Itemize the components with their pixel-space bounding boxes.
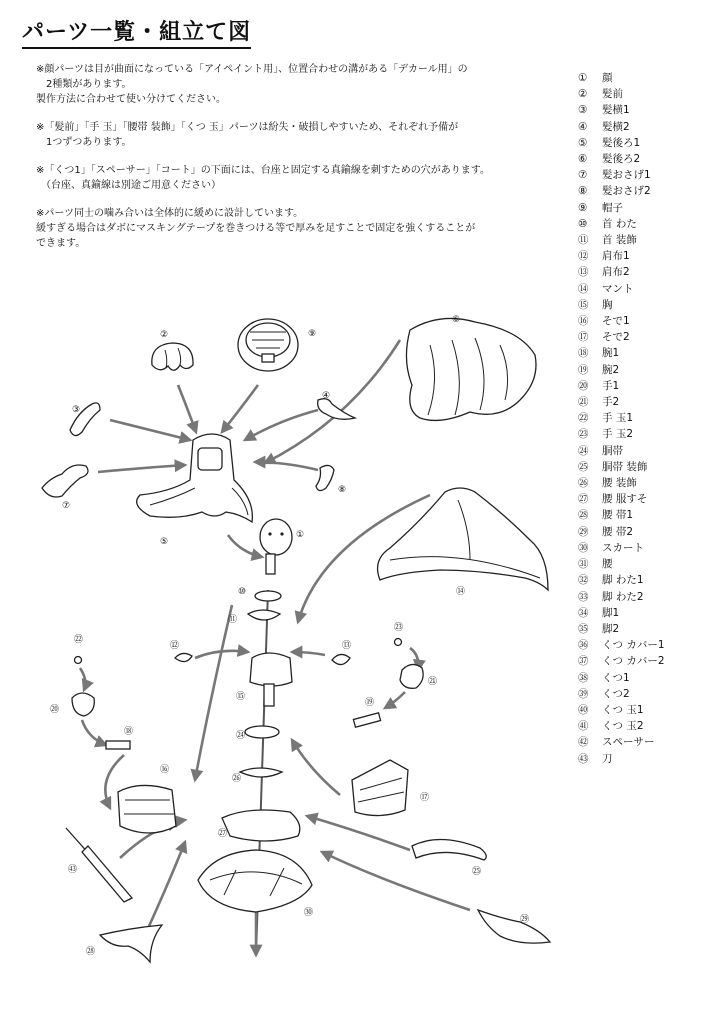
legend-part-name: そで2 xyxy=(602,331,630,344)
label-part-6: ⑥ xyxy=(452,315,461,325)
legend-part-name: 帽子 xyxy=(602,201,623,214)
part-waist-belt-2 xyxy=(478,910,550,943)
part-hand-gem-2 xyxy=(395,639,402,646)
legend-number: ㉖ xyxy=(578,477,589,490)
part-braid-2 xyxy=(316,465,334,490)
label-part-10: ⑩ xyxy=(238,587,247,597)
label-part-5: ⑤ xyxy=(160,537,169,547)
legend-number: ⑧ xyxy=(578,185,588,198)
legend-part-name: そで1 xyxy=(602,315,630,328)
legend-part-name: 髪前 xyxy=(602,88,623,101)
legend-number: ③ xyxy=(578,104,588,117)
legend-number: ㉞ xyxy=(578,606,589,619)
legend-item xyxy=(578,232,718,248)
legend-number: ② xyxy=(578,88,588,101)
legend-item xyxy=(578,86,718,102)
legend-number: ㊱ xyxy=(578,639,589,652)
part-torso-band-ornament xyxy=(412,839,486,860)
note-4: ※パーツ同士の噛み合いは全体的に緩めに設計しています。 緩すぎる場合はダボにマスキングテープを巻きつける等で厚みを足すことで固定を強くすることが できます。 xyxy=(36,208,476,249)
assembly-diagram xyxy=(0,300,724,1024)
legend-number: ㉝ xyxy=(578,590,589,603)
part-hand-gem-1 xyxy=(75,657,82,664)
legend-part-name: 胸 xyxy=(602,298,613,311)
legend-number: ㊳ xyxy=(578,671,589,684)
legend-number: ㊶ xyxy=(578,720,589,733)
part-waist-ornament xyxy=(240,768,282,777)
legend-part-name: くつ カバー1 xyxy=(602,639,665,652)
label-part-15: ⑮ xyxy=(236,692,246,702)
legend-part-name: 脚 わた2 xyxy=(602,590,644,603)
legend-part-name: 脚2 xyxy=(602,622,620,635)
legend-item xyxy=(578,119,718,135)
legend-item xyxy=(578,248,718,264)
label-part-30: ㉚ xyxy=(304,908,314,918)
part-waist-belt-1 xyxy=(100,925,162,962)
label-part-25: ㉕ xyxy=(472,867,482,877)
label-part-20: ⑳ xyxy=(50,705,60,715)
legend-item xyxy=(578,183,718,199)
legend-part-name: くつ 玉1 xyxy=(602,703,644,716)
label-part-12: ⑫ xyxy=(170,641,180,651)
legend-number: ㉓ xyxy=(578,428,589,441)
label-part-16: ⑯ xyxy=(160,765,170,775)
part-back-hair-2 xyxy=(406,318,536,420)
legend-item xyxy=(578,135,718,151)
label-part-2: ② xyxy=(160,330,169,340)
legend-part-name: 胴帯 装飾 xyxy=(602,460,648,473)
legend-part-name: 腕2 xyxy=(602,363,620,376)
part-sleeve-2 xyxy=(352,760,408,816)
legend-part-name: 手 玉1 xyxy=(602,412,634,425)
legend-item xyxy=(578,216,718,232)
legend-number: ㊴ xyxy=(578,687,589,700)
label-part-1: ① xyxy=(296,530,305,540)
legend-part-name: 腰 服すそ xyxy=(602,493,648,506)
legend-number: ㉒ xyxy=(578,412,589,425)
legend-number: ㉑ xyxy=(578,396,589,409)
label-part-8: ⑧ xyxy=(338,485,347,495)
legend-item xyxy=(578,281,718,297)
legend-number: ⑩ xyxy=(578,217,588,230)
legend-part-name: 脚1 xyxy=(602,606,620,619)
legend-part-name: 腰 帯1 xyxy=(602,509,634,522)
legend-number: ㊵ xyxy=(578,703,589,716)
label-part-21: ㉑ xyxy=(428,677,438,687)
legend-part-name: 髪横2 xyxy=(602,120,630,133)
legend-part-name: 首 装飾 xyxy=(602,234,637,247)
legend-number: ⑲ xyxy=(578,363,589,376)
legend-part-name: 髪おさげ2 xyxy=(602,185,651,198)
legend-part-name: 腰 xyxy=(602,558,613,571)
part-shoulder-cloth-1 xyxy=(175,653,192,661)
legend-number: ⑰ xyxy=(578,331,589,344)
label-part-43: ㊸ xyxy=(68,865,78,875)
note-2: ※「髪前」「手 玉」「腰帯 装飾」「くつ 玉」パーツは紛失・破損しやすいため、それぞれ予備が 1つずつあります。 xyxy=(36,122,459,148)
legend-number: ㉗ xyxy=(578,493,589,506)
legend-item xyxy=(578,264,718,280)
legend-number: ㉘ xyxy=(578,509,589,522)
note-3: ※「くつ1」「スペーサー」「コート」の下面には、台座と固定する真鍮線を刺すための穴があります。 （台座、真鍮線は別途ご用意ください） xyxy=(36,165,490,191)
legend-part-name: 胴帯 xyxy=(602,444,623,457)
note-1: ※顔パーツは目が曲面になっている「アイペイント用」、位置合わせの溝がある「デカール用」の 2種類があります。 製作方法に合わせて使い分けてください。 xyxy=(36,64,468,105)
part-sleeve-1 xyxy=(118,785,176,833)
label-part-17: ⑰ xyxy=(420,793,430,803)
legend-number: ① xyxy=(578,72,588,84)
legend-number: ㉛ xyxy=(578,558,589,571)
legend-item xyxy=(578,70,718,86)
label-part-11: ⑪ xyxy=(228,615,238,625)
legend-number: ⑦ xyxy=(578,169,588,182)
legend-number: ㉜ xyxy=(578,574,589,587)
legend-number: ⑭ xyxy=(578,282,589,295)
legend-number: ㊸ xyxy=(578,752,589,765)
part-mantle xyxy=(378,488,548,590)
legend-number: ㊲ xyxy=(578,655,589,668)
legend-part-name: くつ 玉2 xyxy=(602,720,644,733)
legend-number: ㉚ xyxy=(578,541,589,554)
legend-item xyxy=(578,102,718,118)
legend-item xyxy=(578,167,718,183)
label-part-23: ㉓ xyxy=(394,623,404,633)
label-part-13: ⑬ xyxy=(342,641,352,651)
label-part-19: ⑲ xyxy=(365,698,375,708)
legend-part-name: マント xyxy=(602,282,634,295)
part-hand-1 xyxy=(72,693,94,716)
part-arm-1 xyxy=(106,741,130,749)
part-waist-hem xyxy=(222,810,300,841)
legend-number: ⑱ xyxy=(578,347,589,360)
legend-number: ⑨ xyxy=(578,201,588,214)
legend-part-name: 刀 xyxy=(602,752,613,765)
legend-part-name: 手1 xyxy=(602,379,620,392)
legend-number: ㉙ xyxy=(578,525,589,538)
legend-number: ⑪ xyxy=(578,234,589,247)
legend-part-name: 首 わた xyxy=(602,217,637,230)
legend-part-name: 腰 帯2 xyxy=(602,525,634,538)
label-part-24: ㉔ xyxy=(236,731,246,741)
legend-number: ⑤ xyxy=(578,136,588,149)
part-face xyxy=(260,519,292,574)
legend-number: ⑫ xyxy=(578,250,589,263)
part-chest xyxy=(250,653,292,706)
page-title: パーツ一覧・組立て図 xyxy=(22,20,251,49)
label-part-9: ⑨ xyxy=(308,329,317,339)
legend-part-name: 髪後ろ2 xyxy=(602,153,641,166)
part-neck-cotton xyxy=(255,591,281,601)
label-part-18: ⑱ xyxy=(124,727,134,737)
label-part-22: ㉒ xyxy=(74,635,84,645)
legend-number: ㊷ xyxy=(578,736,589,749)
label-part-28: ㉘ xyxy=(86,947,96,957)
legend-number: ⑳ xyxy=(578,379,589,392)
legend-item xyxy=(578,200,718,216)
legend-number: ⑥ xyxy=(578,153,588,166)
label-part-26: ㉖ xyxy=(232,774,242,784)
legend-part-name: 肩布2 xyxy=(602,266,630,279)
legend-part-name: 髪後ろ1 xyxy=(602,136,641,149)
legend-part-name: 手2 xyxy=(602,396,620,409)
legend-part-name: スカート xyxy=(602,541,644,554)
legend-part-name: 顔 xyxy=(602,72,613,84)
part-back-hair-1 xyxy=(137,434,253,522)
legend-part-name: 手 玉2 xyxy=(602,428,634,441)
legend-part-name: くつ カバー2 xyxy=(602,655,665,668)
part-arm-2 xyxy=(353,713,380,727)
label-part-29: ㉙ xyxy=(520,915,530,925)
part-front-hair xyxy=(152,343,193,370)
part-hat xyxy=(238,319,298,371)
legend-part-name: スペーサー xyxy=(602,736,655,749)
legend-number: ⑯ xyxy=(578,315,589,328)
legend-part-name: 髪おさげ1 xyxy=(602,169,651,182)
part-neck-ornament xyxy=(248,610,280,620)
legend-number: ㉕ xyxy=(578,460,589,473)
legend-part-name: 腰 装飾 xyxy=(602,477,637,490)
part-torso-band xyxy=(245,726,279,738)
notes xyxy=(36,62,536,264)
part-braid-1 xyxy=(42,465,88,497)
legend-part-name: 脚 わた1 xyxy=(602,574,644,587)
legend-part-name: くつ1 xyxy=(602,671,630,684)
label-part-3: ③ xyxy=(72,405,81,415)
part-hand-2 xyxy=(400,664,423,688)
label-part-4: ④ xyxy=(322,391,331,401)
legend-number: ㉔ xyxy=(578,444,589,457)
part-shoulder-cloth-2 xyxy=(332,654,350,664)
legend-number: ㉟ xyxy=(578,622,589,635)
legend-number: ⑮ xyxy=(578,298,589,311)
label-part-27: ㉗ xyxy=(218,829,228,839)
legend-part-name: 腕1 xyxy=(602,347,620,360)
legend-number: ④ xyxy=(578,120,588,133)
legend-part-name: 髪横1 xyxy=(602,104,630,117)
part-skirt xyxy=(198,850,312,912)
legend-number: ⑬ xyxy=(578,266,589,279)
legend-item xyxy=(578,151,718,167)
legend-part-name: 肩布1 xyxy=(602,250,630,263)
label-part-14: ⑭ xyxy=(456,587,466,597)
legend-part-name: くつ2 xyxy=(602,687,630,700)
label-part-7: ⑦ xyxy=(62,501,71,511)
